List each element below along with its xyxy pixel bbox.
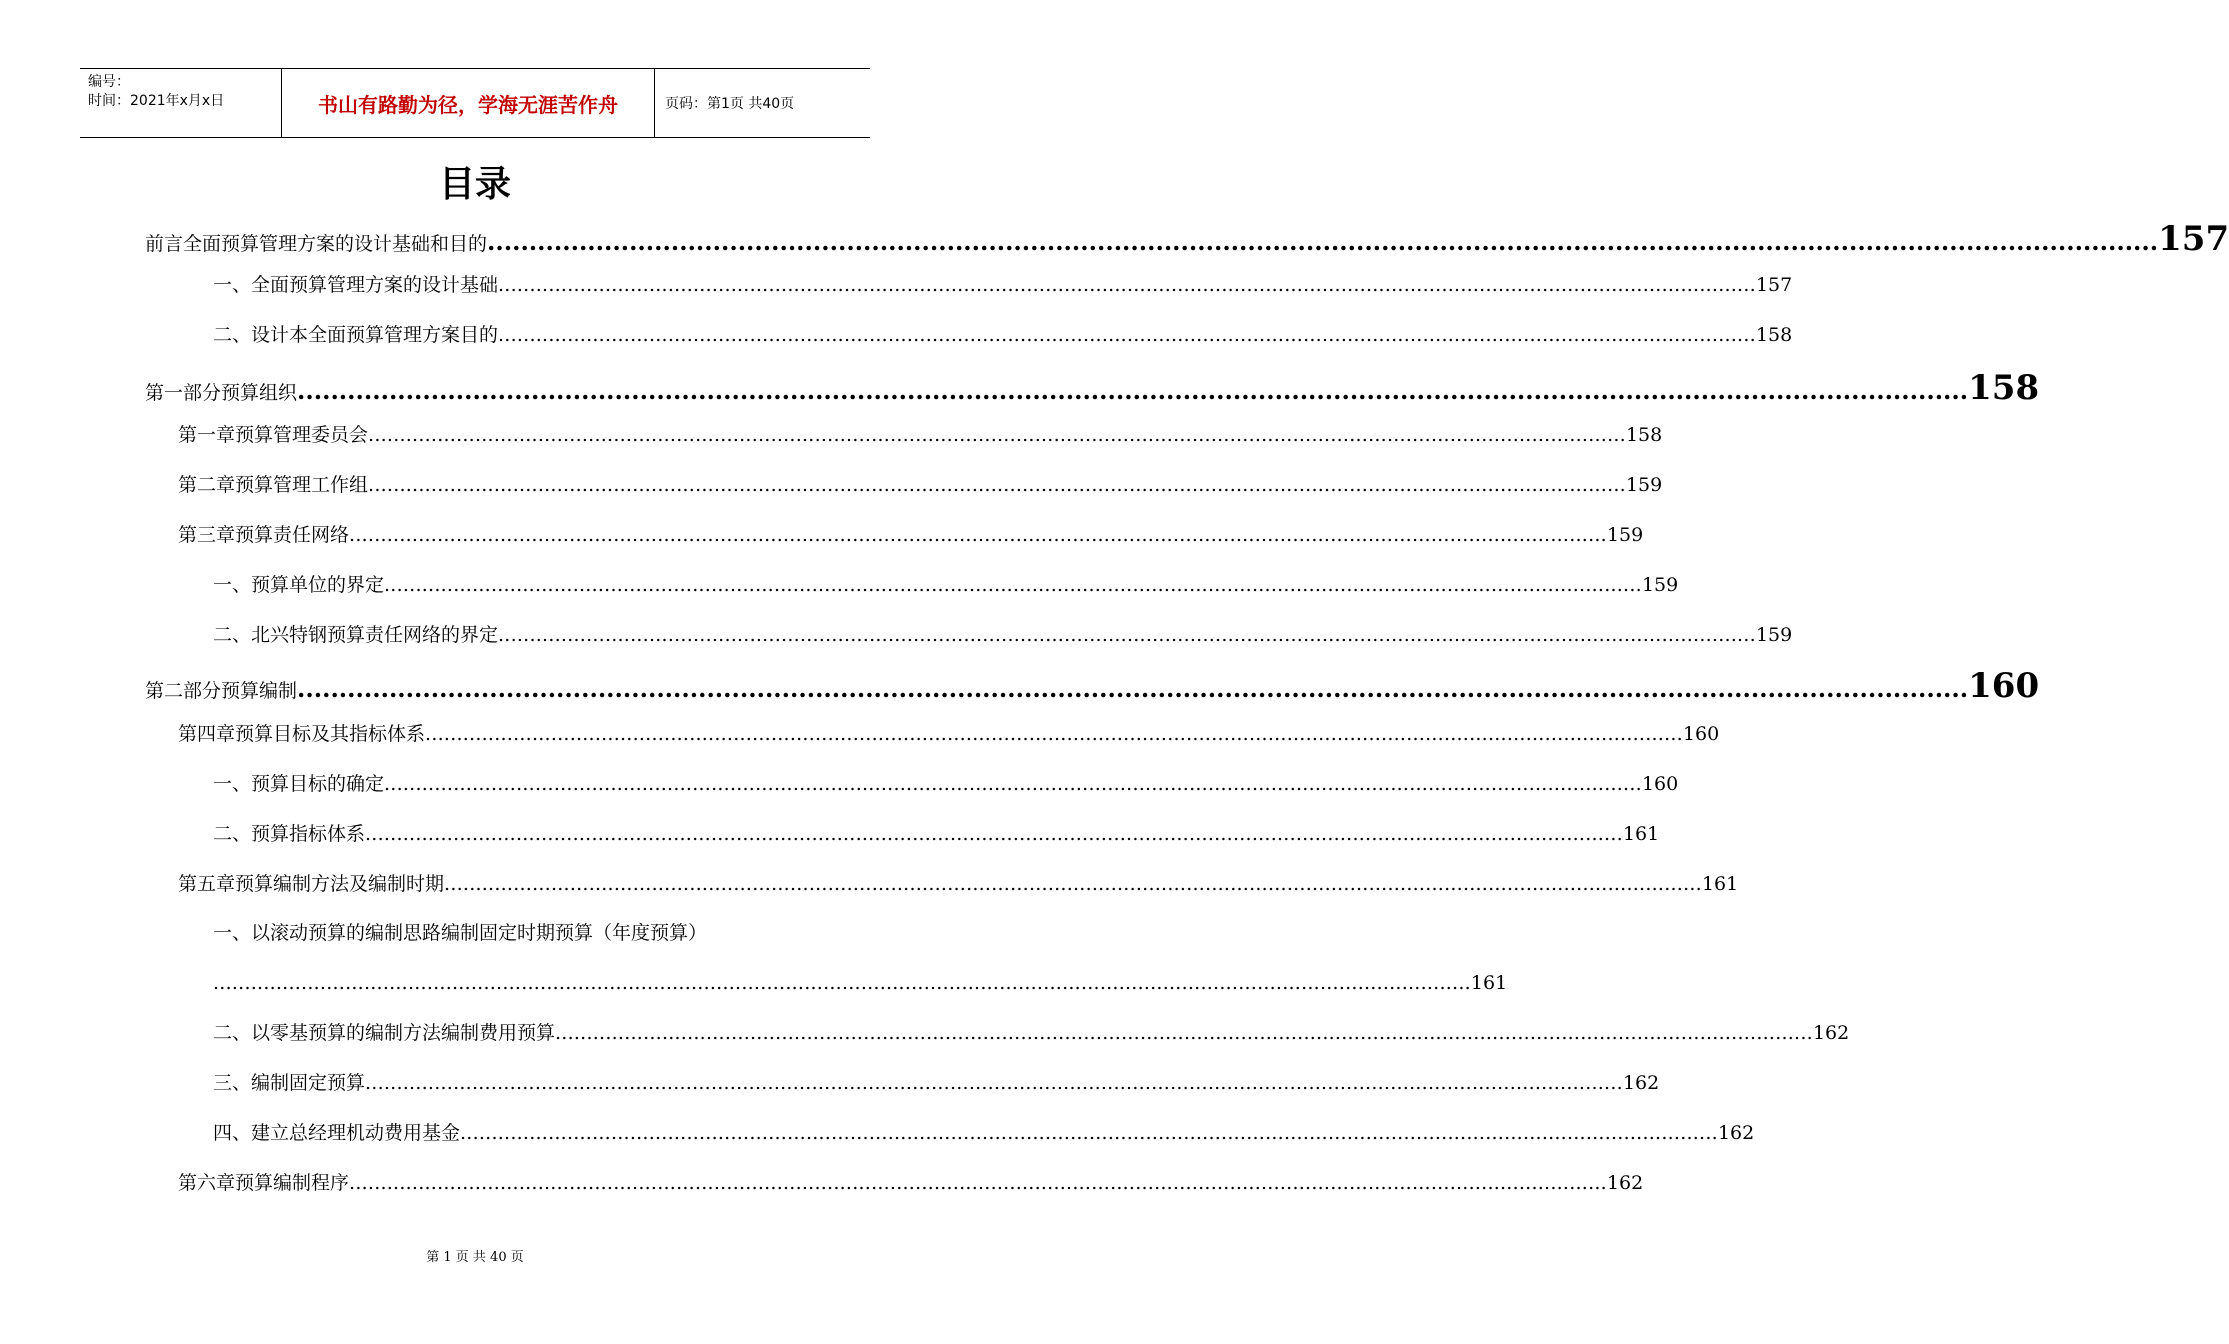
toc-entry[interactable]	[145, 368, 2040, 408]
toc-leader-dots: ........................................................................................................................................................................................................	[297, 674, 1969, 703]
toc-entry[interactable]	[213, 821, 1660, 847]
toc-entry-page: 161	[1622, 823, 1660, 845]
toc-leader-dots: ........................................................................................................................................................................................................	[349, 1172, 1607, 1194]
toc-entry-title: 一、预算单位的界定	[213, 574, 385, 596]
toc-leader-dots: ........................................................................................................................................................................................................	[297, 376, 1969, 405]
toc-entry-prefix: 第一章	[178, 424, 236, 446]
toc-leader-dots: ........................................................................................................................................................................................................	[498, 324, 1756, 346]
toc-leader-dots: ........................................................................................................................................................................................................	[213, 972, 1471, 994]
toc-entry-title: 一、全面预算管理方案的设计基础	[213, 274, 499, 296]
toc-leader-dots: ........................................................................................................................................................................................................	[555, 1022, 1813, 1044]
toc-entry-title: 一、以滚动预算的编制思路编制固定时期预算（年度预算）	[213, 922, 708, 944]
toc-entry-title: 全面预算管理方案的设计基础和目的	[183, 233, 488, 255]
toc-leader-dots: ........................................................................................................................................................................................................	[365, 1072, 1623, 1094]
toc-entry-prefix: 第四章	[178, 723, 236, 745]
toc-entry-page: 159	[1625, 474, 1663, 496]
toc-entry-page: 162	[1717, 1122, 1755, 1144]
toc-entry-title: 二、北兴特钢预算责任网络的界定	[213, 624, 499, 646]
toc-entry-prefix: 第一部分	[145, 382, 222, 404]
toc-entry[interactable]	[213, 1070, 1660, 1096]
toc-entry-prefix: 第三章	[178, 524, 236, 546]
toc-entry-page: 157	[2158, 219, 2229, 259]
toc-entry-title: 二、预算指标体系	[213, 823, 366, 845]
toc-entry[interactable]	[178, 871, 1739, 897]
toc-entry-title: 二、以零基预算的编制方法编制费用预算	[213, 1022, 556, 1044]
toc-entry[interactable]	[213, 622, 1793, 648]
toc-entry[interactable]	[213, 322, 1793, 348]
toc-entry-page: 159	[1606, 524, 1644, 546]
toc-entry-prefix: 第二章	[178, 474, 236, 496]
toc-entry[interactable]	[145, 666, 2040, 706]
toc-entry[interactable]	[213, 1120, 1755, 1146]
header-motto: 书山有路勤为径，学海无涯苦作舟	[282, 69, 655, 137]
toc-leader-dots: ........................................................................................................................................................................................................	[498, 274, 1756, 296]
toc-entry-title: 预算管理委员会	[235, 424, 369, 446]
toc-entry[interactable]	[213, 771, 1679, 797]
toc-entry[interactable]	[178, 522, 1644, 548]
toc-entry-title: 三、编制固定预算	[213, 1072, 366, 1094]
document-header	[80, 68, 870, 138]
toc-entry[interactable]	[178, 472, 1663, 498]
toc-entry[interactable]	[213, 572, 1679, 598]
toc-entry-page: 161	[1470, 972, 1508, 994]
toc-entry-page: 159	[1755, 624, 1793, 646]
toc-entry-page: 162	[1622, 1072, 1660, 1094]
toc-entry-page: 157	[1755, 274, 1793, 296]
toc-entry-page: 158	[1625, 424, 1663, 446]
toc-leader-dots: ........................................................................................................................................................................................................	[384, 574, 1642, 596]
toc-entry-page: 160	[1968, 666, 2040, 706]
toc-leader-dots: ........................................................................................................................................................................................................	[368, 474, 1626, 496]
page-title: 目录	[438, 164, 511, 205]
toc-leader-dots: ........................................................................................................................................................................................................	[498, 624, 1756, 646]
toc-entry-prefix: 第二部分	[145, 680, 222, 702]
toc-leader-dots: ........................................................................................................................................................................................................	[365, 823, 1623, 845]
toc-entry-title: 预算编制方法及编制时期	[235, 873, 445, 895]
number-label: 编号：	[88, 74, 130, 90]
header-meta	[80, 69, 282, 137]
toc-entry[interactable]	[213, 920, 805, 946]
toc-leader-dots: ........................................................................................................................................................................................................	[349, 524, 1607, 546]
toc-leader-dots: ........................................................................................................................................................................................................	[487, 227, 2159, 256]
toc-entry-page: 162	[1606, 1172, 1644, 1194]
toc-entry-page: 160	[1682, 723, 1720, 745]
toc-entry-title: 预算组织	[221, 382, 298, 404]
toc-entry-title: 预算编制	[221, 680, 298, 702]
toc-entry[interactable]	[178, 721, 1720, 747]
toc-entry[interactable]	[213, 1020, 1850, 1046]
toc-entry-page: 161	[1701, 873, 1739, 895]
toc-entry-page: 158	[1755, 324, 1793, 346]
toc-leader-dots: ........................................................................................................................................................................................................	[384, 773, 1642, 795]
toc-entry-title: 预算管理工作组	[235, 474, 369, 496]
toc-leader-dots: ........................................................................................................................................................................................................	[460, 1122, 1718, 1144]
toc-entry-title: 四、建立总经理机动费用基金	[213, 1122, 461, 1144]
toc-entry-prefix: 第六章	[178, 1172, 236, 1194]
toc-entry-page: 162	[1812, 1022, 1850, 1044]
toc-entry[interactable]	[178, 422, 1663, 448]
toc-leader-dots: ........................................................................................................................................................................................................	[444, 873, 1702, 895]
toc-entry-title: 预算目标及其指标体系	[235, 723, 426, 745]
page-footer: 第 1 页 共 40 页	[426, 1250, 524, 1265]
toc-entry-page: 160	[1641, 773, 1679, 795]
toc-entry-page: 158	[1968, 368, 2040, 408]
toc-entry-prefix: 第五章	[178, 873, 236, 895]
toc-entry-title: 一、预算目标的确定	[213, 773, 385, 795]
toc-leader-dots: ........................................................................................................................................................................................................	[368, 424, 1626, 446]
header-page-info: 页码：第1页 共40页	[665, 96, 795, 112]
toc-leader-dots: ........................................................................................................................................................................................................	[425, 723, 1683, 745]
toc-entry[interactable]	[213, 272, 1793, 298]
toc-entry-page: 159	[1641, 574, 1679, 596]
toc-entry-title: 预算编制程序	[235, 1172, 350, 1194]
toc-entry-title: 预算责任网络	[235, 524, 350, 546]
toc-entry-title: 二、设计本全面预算管理方案目的	[213, 324, 499, 346]
toc-entry-continuation	[213, 970, 1508, 996]
toc-entry[interactable]	[145, 219, 2229, 259]
toc-entry[interactable]	[178, 1170, 1644, 1196]
toc-entry-prefix: 前言	[145, 233, 184, 255]
time-label: 时间：2021年x月x日	[88, 93, 225, 109]
